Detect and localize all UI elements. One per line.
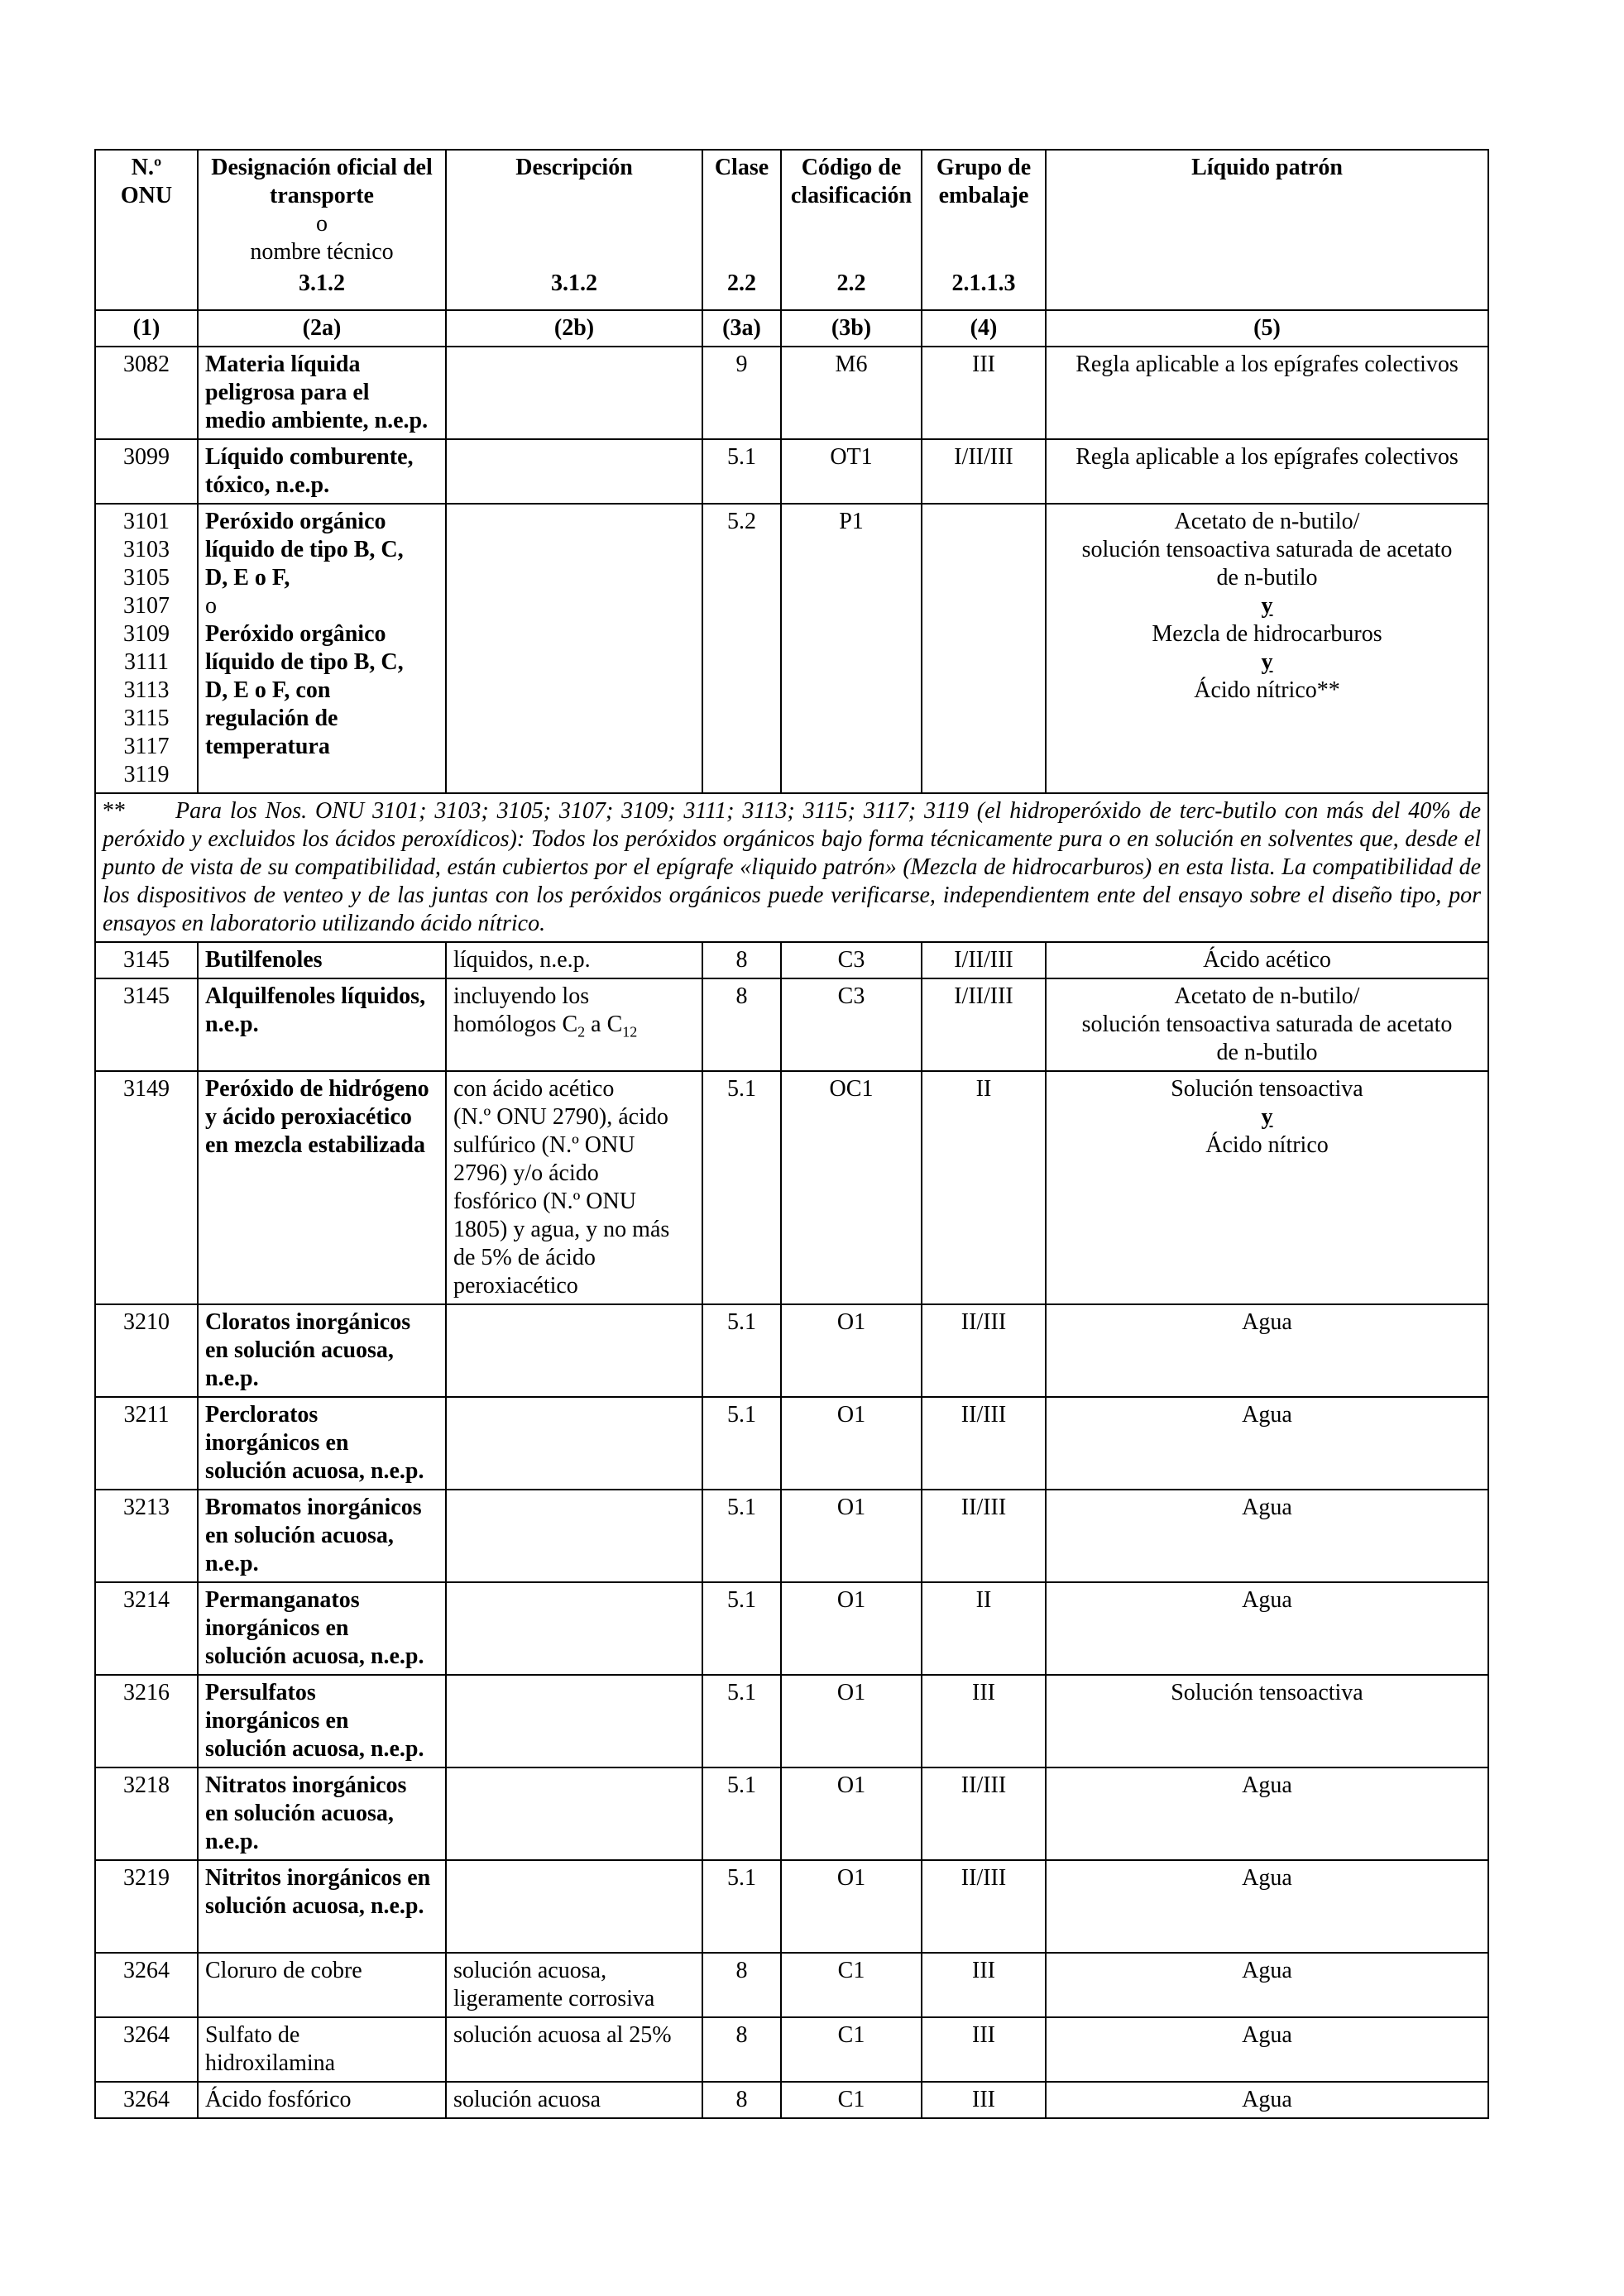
description-cell	[446, 1304, 702, 1397]
un-number-cell: 3216	[95, 1675, 198, 1767]
class-cell: 5.1	[702, 1582, 781, 1675]
official-name-cell: Líquido comburente, tóxico, n.e.p.	[198, 439, 446, 504]
description-cell	[446, 1490, 702, 1582]
table-row	[95, 942, 1488, 978]
official-name-cell: Materia líquida peligrosa para el medio ambiente, n.e.p.	[198, 347, 446, 439]
classification-code-cell: C3	[781, 978, 922, 1071]
class-cell: 8	[702, 942, 781, 978]
table-row	[95, 439, 1488, 504]
official-name-cell: Bromatos inorgánicos en solución acuosa, n.e.p.	[198, 1490, 446, 1582]
column-number: (3b)	[781, 310, 922, 347]
classification-code-cell: M6	[781, 347, 922, 439]
classification-code-cell: O1	[781, 1304, 922, 1397]
reference-liquid-cell: Agua	[1046, 1397, 1488, 1490]
reference-liquid-cell: Agua	[1046, 1767, 1488, 1860]
header-ref: 2.1.1.3	[951, 270, 1016, 296]
classification-code-cell: O1	[781, 1860, 922, 1953]
header-packing-group: Grupo de embalaje 2.1.1.3	[922, 150, 1046, 310]
description-cell	[446, 1767, 702, 1860]
packing-group-cell	[922, 504, 1046, 793]
official-name-cell: Ácido fosfórico	[198, 2082, 446, 2118]
un-number-cell: 3210	[95, 1304, 198, 1397]
header-ref: 2.2	[727, 270, 756, 296]
description-cell: solución acuosa, ligeramente corrosiva	[446, 1953, 702, 2017]
classification-code-cell: O1	[781, 1582, 922, 1675]
un-number-cell: 3219	[95, 1860, 198, 1953]
reference-liquid-cell: Solución tensoactiva	[1046, 1675, 1488, 1767]
classification-code-cell: C3	[781, 942, 922, 978]
official-name-cell: Nitratos inorgánicos en solución acuosa, n.e.p.	[198, 1767, 446, 1860]
description-cell	[446, 1397, 702, 1490]
classification-code-cell: P1	[781, 504, 922, 793]
official-name-cell: Cloruro de cobre	[198, 1953, 446, 2017]
reference-liquid-cell: Agua	[1046, 1490, 1488, 1582]
table-row	[95, 1304, 1488, 1397]
table-row	[95, 1675, 1488, 1767]
footnote	[95, 793, 1488, 942]
classification-code-cell: O1	[781, 1675, 922, 1767]
classification-code-cell: O1	[781, 1490, 922, 1582]
packing-group-cell: III	[922, 347, 1046, 439]
un-number-cell: 3101 3103 3105 3107 3109 3111 3113 3115 3117 3119	[95, 504, 198, 793]
reference-liquid-cell: Agua	[1046, 1953, 1488, 2017]
packing-group-cell: III	[922, 1675, 1046, 1767]
table-row	[95, 2017, 1488, 2082]
official-name-cell: Sulfato de hidroxilamina	[198, 2017, 446, 2082]
column-number: (5)	[1046, 310, 1488, 347]
header-ref: 3.1.2	[551, 270, 597, 296]
reference-liquid-cell: Regla aplicable a los epígrafes colectivos	[1046, 439, 1488, 504]
table-row	[95, 1860, 1488, 1953]
un-number-cell: 3214	[95, 1582, 198, 1675]
un-number-cell: 3082	[95, 347, 198, 439]
classification-code-cell: O1	[781, 1767, 922, 1860]
table-row	[95, 347, 1488, 439]
footnote-marker: **	[103, 798, 126, 824]
table-row	[95, 1490, 1488, 1582]
official-name-cell: Nitritos inorgánicos en solución acuosa, n.e.p.	[198, 1860, 446, 1953]
official-name-cell: Permanganatos inorgánicos en solución acuosa, n.e.p.	[198, 1582, 446, 1675]
header-un-number: N.º ONU	[95, 150, 198, 310]
class-cell: 8	[702, 1953, 781, 2017]
packing-group-cell: II	[922, 1071, 1046, 1304]
class-cell: 8	[702, 2017, 781, 2082]
header-ref: 2.2	[836, 270, 866, 296]
table-row	[95, 1582, 1488, 1675]
column-number: (2a)	[198, 310, 446, 347]
official-name-cell: Persulfatos inorgánicos en solución acuosa, n.e.p.	[198, 1675, 446, 1767]
reference-liquid-cell: Regla aplicable a los epígrafes colectivos	[1046, 347, 1488, 439]
header-class: Clase 2.2	[702, 150, 781, 310]
header-classification-code: Código de clasificación 2.2	[781, 150, 922, 310]
description-cell: solución acuosa al 25%	[446, 2017, 702, 2082]
class-cell: 5.1	[702, 1304, 781, 1397]
description-cell	[446, 504, 702, 793]
classification-code-cell: O1	[781, 1397, 922, 1490]
table-row	[95, 2082, 1488, 2118]
packing-group-cell: I/II/III	[922, 439, 1046, 504]
un-number-cell: 3211	[95, 1397, 198, 1490]
column-number-row	[95, 310, 1488, 347]
description-cell: solución acuosa	[446, 2082, 702, 2118]
header-reference-liquid: Líquido patrón	[1046, 150, 1488, 310]
description-cell: con ácido acético (N.º ONU 2790), ácido sulfúrico (N.º ONU 2796) y/o ácido fosfórico (N.º ONU 1805) y agua, y no más de 5% de ácido peroxiacético	[446, 1071, 702, 1304]
official-name-cell: Cloratos inorgánicos en solución acuosa, n.e.p.	[198, 1304, 446, 1397]
class-cell: 5.2	[702, 504, 781, 793]
substances-table	[94, 149, 1489, 2119]
reference-liquid-cell: Agua	[1046, 1582, 1488, 1675]
reference-liquid-cell: Ácido acético	[1046, 942, 1488, 978]
reference-liquid-cell: Agua	[1046, 2082, 1488, 2118]
official-name-cell: Peróxido orgánico líquido de tipo B, C, D, E o F, o Peróxido orgânico líquido de tipo B, C, D, E o F, con regulación de temperatura	[198, 504, 446, 793]
packing-group-cell: II/III	[922, 1767, 1046, 1860]
packing-group-cell: III	[922, 1953, 1046, 2017]
description-cell: incluyendo los homólogos $C_2$ a $C_{12}$	[446, 978, 702, 1071]
un-number-cell: 3213	[95, 1490, 198, 1582]
header-description: Descripción 3.1.2	[446, 150, 702, 310]
classification-code-cell: OT1	[781, 439, 922, 504]
description-cell	[446, 439, 702, 504]
packing-group-cell: II/III	[922, 1490, 1046, 1582]
un-number-cell: 3149	[95, 1071, 198, 1304]
reference-liquid-cell: Agua	[1046, 2017, 1488, 2082]
un-number-cell: 3145	[95, 978, 198, 1071]
class-cell: 9	[702, 347, 781, 439]
packing-group-cell: II/III	[922, 1397, 1046, 1490]
classification-code-cell: C1	[781, 1953, 922, 2017]
footnote-text: Para los Nos. ONU 3101; 3103; 3105; 3107; 3109; 3111; 3113; 3115; 3117; 3119 (el hidroperóxido de terc-butilo con más del 40% de peróxido y excluidos los ácidos peroxídicos): Todos los peróxidos orgánicos bajo forma técnicamente pura o en solución en solventes que, desde el punto de vista de su compatibilidad, están cubiertos por el epígrafe «liquido patrón» (Mezcla de hidrocarburos) en esta lista. La compatibilidad de los dispositivos de venteo y de las juntas con los peróxidos orgánicos puede verificarse, independientem ente del ensayo sobre el diseño tipo, por ensayos en laboratorio utilizando ácido nítrico.	[103, 798, 1481, 936]
classification-code-cell: C1	[781, 2082, 922, 2118]
table-row	[95, 978, 1488, 1071]
class-cell: 8	[702, 978, 781, 1071]
classification-code-cell: OC1	[781, 1071, 922, 1304]
table-row	[95, 1953, 1488, 2017]
column-number: (2b)	[446, 310, 702, 347]
packing-group-cell: II/III	[922, 1860, 1046, 1953]
packing-group-cell: I/II/III	[922, 978, 1046, 1071]
packing-group-cell: I/II/III	[922, 942, 1046, 978]
footnote-row	[95, 793, 1488, 942]
reference-liquid-cell: Acetato de n-butilo/ solución tensoactiva saturada de acetato de n-butilo	[1046, 978, 1488, 1071]
reference-liquid-cell: Acetato de n-butilo/ solución tensoactiva saturada de acetato de n-butilo y Mezcla de hidrocarburos y Ácido nítrico**	[1046, 504, 1488, 793]
table-row	[95, 1767, 1488, 1860]
un-number-cell: 3145	[95, 942, 198, 978]
packing-group-cell: III	[922, 2082, 1046, 2118]
table-row	[95, 504, 1488, 793]
header-row	[95, 150, 1488, 310]
official-name-cell: Alquilfenoles líquidos, n.e.p.	[198, 978, 446, 1071]
column-number: (4)	[922, 310, 1046, 347]
official-name-cell: Peróxido de hidrógeno y ácido peroxiacético en mezcla estabilizada	[198, 1071, 446, 1304]
class-cell: 5.1	[702, 439, 781, 504]
un-number-cell: 3264	[95, 2017, 198, 2082]
un-number-cell: 3264	[95, 1953, 198, 2017]
classification-code-cell: C1	[781, 2017, 922, 2082]
packing-group-cell: II	[922, 1582, 1046, 1675]
un-number-cell: 3264	[95, 2082, 198, 2118]
packing-group-cell: III	[922, 2017, 1046, 2082]
class-cell: 5.1	[702, 1397, 781, 1490]
class-cell: 5.1	[702, 1490, 781, 1582]
column-number: (1)	[95, 310, 198, 347]
description-cell	[446, 1582, 702, 1675]
table-row	[95, 1071, 1488, 1304]
reference-liquid-cell: Agua	[1046, 1860, 1488, 1953]
description-cell: líquidos, n.e.p.	[446, 942, 702, 978]
official-name-cell: Percloratos inorgánicos en solución acuosa, n.e.p.	[198, 1397, 446, 1490]
header-ref: 3.1.2	[299, 270, 345, 296]
class-cell: 5.1	[702, 1071, 781, 1304]
packing-group-cell: II/III	[922, 1304, 1046, 1397]
class-cell: 8	[702, 2082, 781, 2118]
official-name-cell: Butilfenoles	[198, 942, 446, 978]
class-cell: 5.1	[702, 1675, 781, 1767]
reference-liquid-cell: Agua	[1046, 1304, 1488, 1397]
description-cell	[446, 1860, 702, 1953]
reference-liquid-cell: Solución tensoactiva y Ácido nítrico	[1046, 1071, 1488, 1304]
column-number: (3a)	[702, 310, 781, 347]
class-cell: 5.1	[702, 1860, 781, 1953]
description-cell	[446, 347, 702, 439]
un-number-cell: 3099	[95, 439, 198, 504]
header-official-name: Designación oficial del transporte o nombre técnico 3.1.2	[198, 150, 446, 310]
un-number-cell: 3218	[95, 1767, 198, 1860]
table-row	[95, 1397, 1488, 1490]
description-cell	[446, 1675, 702, 1767]
class-cell: 5.1	[702, 1767, 781, 1860]
